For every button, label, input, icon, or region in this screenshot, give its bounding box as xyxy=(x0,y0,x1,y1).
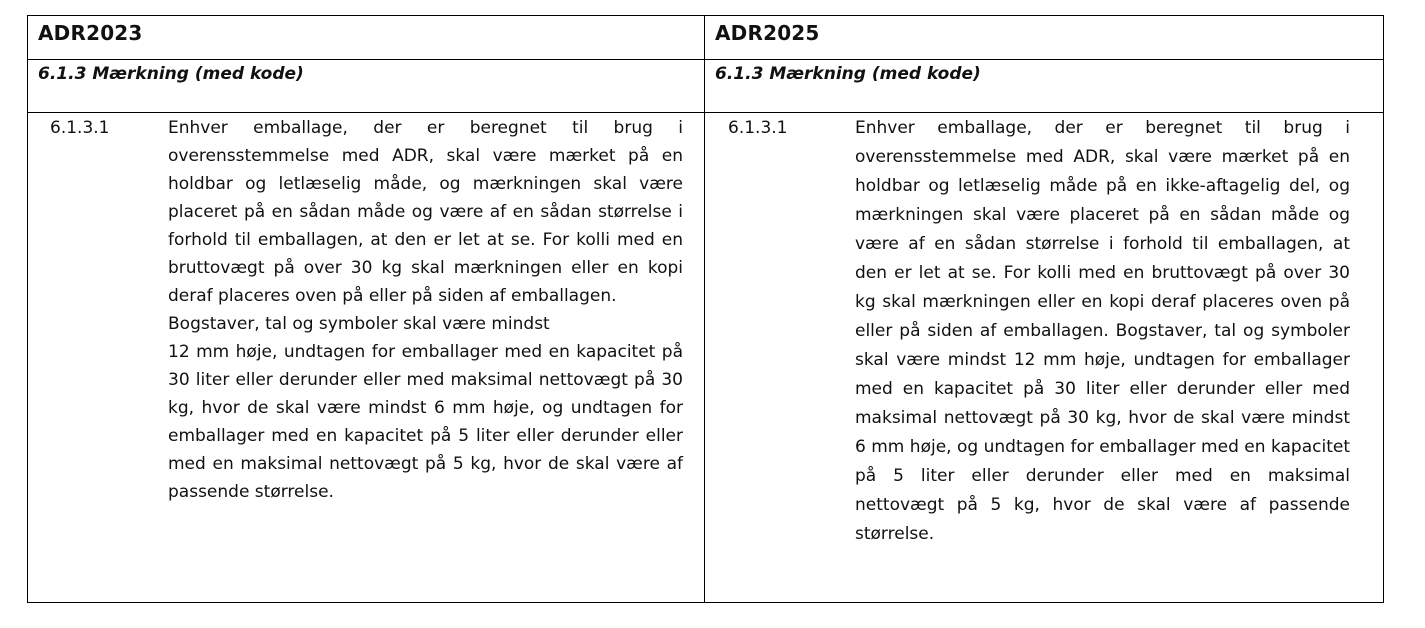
left-clause xyxy=(28,113,704,506)
right-section-title: 6.1.3 Mærkning (med kode) xyxy=(705,60,1384,113)
right-column-heading: ADR2025 xyxy=(705,16,1384,60)
left-clause-cell xyxy=(28,113,705,603)
right-clause xyxy=(705,113,1383,549)
comparison-table xyxy=(27,15,1384,603)
left-clause-text xyxy=(168,114,683,506)
right-paragraph: Enhver emballage, der er beregnet til brug i overensstemmelse med ADR, skal være mærket på en holdbar og letlæselig måde på en ikke-aftagelig del, og mærkningen skal være placeret på en sådan måde og være af en sådan størrelse i forhold til emballagen, at den er let at se. For kolli med en bruttovægt på over 30 kg skal mærkningen eller en kopi deraf placeres oven på eller på siden af emballagen. Bogstaver, tal og symboler skal være mindst 12 mm høje, undtagen for emballager med en kapacitet på 30 liter eller derunder eller med maksimal nettovægt på 30 kg, hvor de skal være mindst 6 mm høje, og undtagen for emballager med en kapacitet på 5 liter eller derunder eller med en maksimal nettovægt på 5 kg, hvor de skal være af passende størrelse. xyxy=(855,118,1350,544)
body-row xyxy=(28,113,1384,603)
left-column-heading: ADR2023 xyxy=(28,16,705,60)
right-clause-cell xyxy=(705,113,1384,603)
heading-row xyxy=(28,16,1384,60)
section-title-row xyxy=(28,60,1384,113)
left-paragraph-2-rest: 12 mm høje, undtagen for emballager med en kapacitet på 30 liter eller derunder eller med maksimal nettovægt på 30 kg, hvor de skal være mindst 6 mm høje, og undtagen for emballager med en kapacitet på 5 liter eller derunder eller med en maksimal nettovægt på 5 kg, hvor de skal være af passende størrelse. xyxy=(168,342,683,502)
left-section-title: 6.1.3 Mærkning (med kode) xyxy=(28,60,705,113)
left-paragraph-1: Enhver emballage, der er beregnet til brug i overensstemmelse med ADR, skal være mærket på en holdbar og letlæselig måde, og mærkningen skal være placeret på en sådan måde og være af en sådan størrelse i forhold til emballagen, at den er let at se. For kolli med en bruttovægt på over 30 kg skal mærkningen eller en kopi deraf placeres oven på eller på siden af emballagen. xyxy=(168,118,683,306)
right-clause-text xyxy=(855,114,1350,549)
right-clause-number: 6.1.3.1 xyxy=(728,118,788,138)
left-paragraph-2-line-1: Bogstaver, tal og symboler skal være mindst xyxy=(168,314,550,334)
left-clause-number: 6.1.3.1 xyxy=(50,118,110,138)
